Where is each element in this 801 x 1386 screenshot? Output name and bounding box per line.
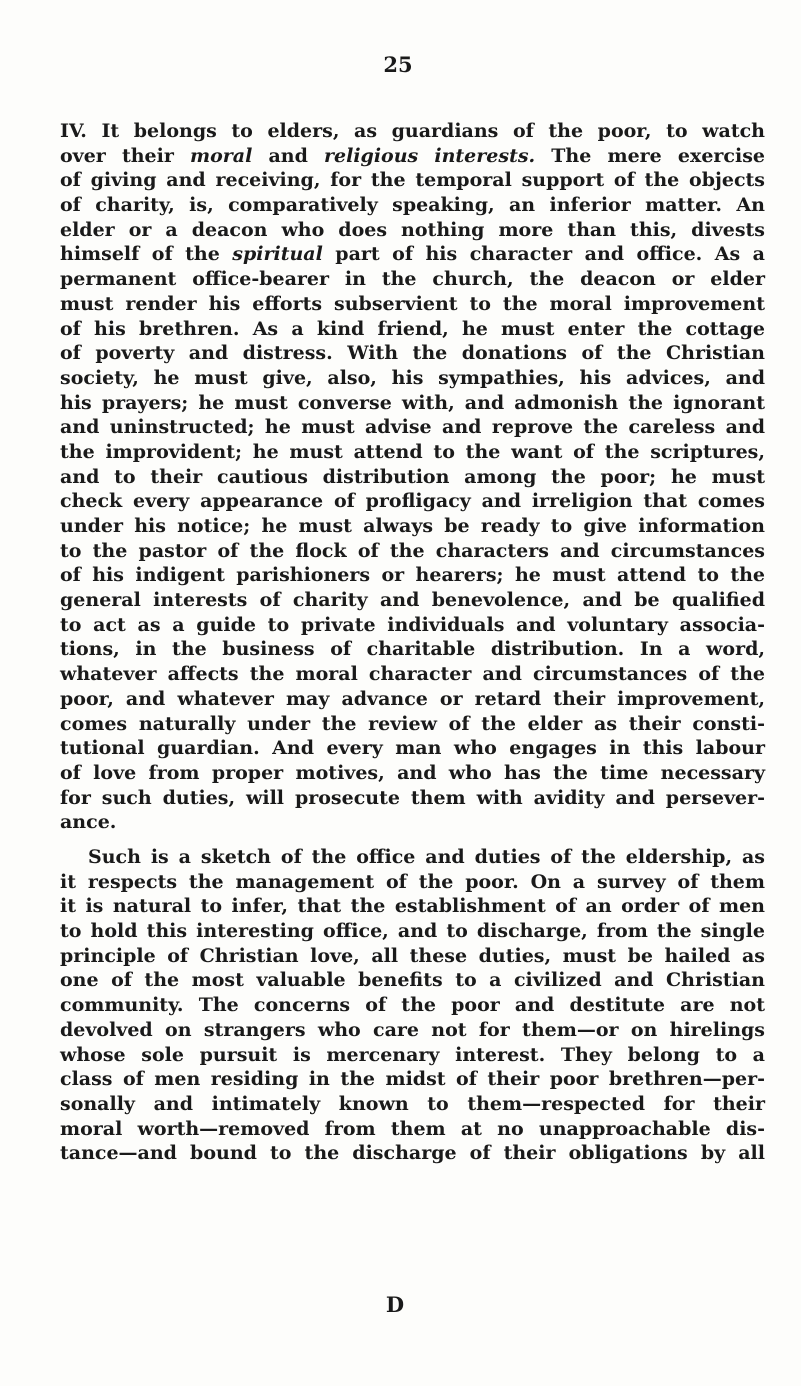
page-number: 25: [383, 52, 413, 77]
text-line: check every appearance of profligacy and irreligion that comes: [60, 490, 765, 513]
text-line: to hold this interesting office, and to discharge, from the single: [60, 920, 765, 943]
text-line: of his indigent parishioners or hearers; he must attend to the: [60, 564, 765, 587]
paragraph-elders-guardians: [60, 119, 765, 835]
text-line: class of men residing in the midst of their poor brethren—per-: [60, 1068, 765, 1091]
text-line: principle of Christian love, all these duties, must be hailed as: [60, 944, 765, 967]
text-line: [60, 242, 765, 267]
text-line: the improvident; he must attend to the want of the scriptures,: [60, 440, 765, 463]
text-line: of charity, is, comparatively speaking, an inferior matter. An: [60, 194, 765, 217]
text-line: of love from proper motives, and who has the time necessary: [60, 761, 765, 784]
text-line: sonally and intimately known to them—respected for their: [60, 1092, 765, 1115]
text-line: society, he must give, also, his sympathies, his advices, and: [60, 366, 765, 389]
text-line: devolved on strangers who care not for them—or on hirelings: [60, 1018, 765, 1041]
italic-phrase: spiritual: [232, 243, 323, 266]
paragraph-sketch-of-office: [60, 845, 765, 1166]
text-line: it is natural to infer, that the establishment of an order of men: [60, 895, 765, 918]
text-line: whose sole pursuit is mercenary interest. They belong to a: [60, 1043, 765, 1066]
text-line: IV. It belongs to elders, as guardians of the poor, to watch: [60, 120, 765, 142]
italic-phrase: religious interests.: [324, 144, 536, 167]
text-span: and: [252, 144, 325, 167]
text-line: moral worth—removed from them at no unapproachable dis-: [60, 1117, 765, 1140]
text-line: it respects the management of the poor. On a survey of them: [60, 870, 765, 893]
text-line: his prayers; he must converse with, and admonish the ignorant: [60, 391, 765, 414]
text-line: under his notice; he must always be ready to give information: [60, 515, 765, 537]
text-line: elder or a deacon who does nothing more than this, divests: [60, 218, 765, 241]
text-line: community. The concerns of the poor and destitute are not: [60, 994, 765, 1017]
text-span: part of his character and office. As a: [322, 243, 765, 266]
text-line: of his brethren. As a kind friend, he must enter the cottage: [60, 317, 765, 340]
italic-phrase: moral: [190, 144, 253, 167]
text-line: poor, and whatever may advance or retard their improvement,: [60, 687, 765, 710]
text-line: Such is a sketch of the office and duties of the eldership, as: [88, 846, 765, 868]
text-line: to the pastor of the flock of the characters and circumstances: [60, 539, 765, 562]
text-line: comes naturally under the review of the elder as their consti-: [60, 712, 765, 735]
text-line: one of the most valuable benefits to a civilized and Christian: [60, 969, 765, 992]
text-line: ance.: [60, 811, 117, 834]
text-line: permanent office-bearer in the church, the deacon or elder: [60, 268, 765, 291]
text-line: must render his efforts subservient to the moral improvement: [60, 292, 765, 315]
text-span: The mere exercise: [535, 144, 765, 167]
text-line: general interests of charity and benevolence, and be qualified: [60, 589, 765, 612]
text-line: and uninstructed; he must advise and reprove the careless and: [60, 416, 765, 439]
text-line: for such duties, will prosecute them with avidity and persever-: [60, 786, 765, 809]
text-line: to act as a guide to private individuals and voluntary associa-: [60, 613, 765, 636]
text-line: tions, in the business of charitable distribution. In a word,: [60, 638, 765, 661]
text-span: over their: [60, 144, 190, 167]
text-line: [60, 144, 765, 169]
text-line: of poverty and distress. With the donations of the Christian: [60, 342, 765, 365]
text-line: tutional guardian. And every man who engages in this labour: [60, 737, 765, 760]
text-line: whatever affects the moral character and circumstances of the: [60, 663, 765, 686]
signature-mark: D: [385, 1292, 405, 1317]
text-span: himself of the: [60, 243, 233, 266]
text-line: tance—and bound to the discharge of their obligations by all: [60, 1142, 765, 1165]
text-line: and to their cautious distribution among the poor; he must: [60, 465, 765, 488]
text-line: of giving and receiving, for the temporal support of the objects: [60, 169, 765, 192]
